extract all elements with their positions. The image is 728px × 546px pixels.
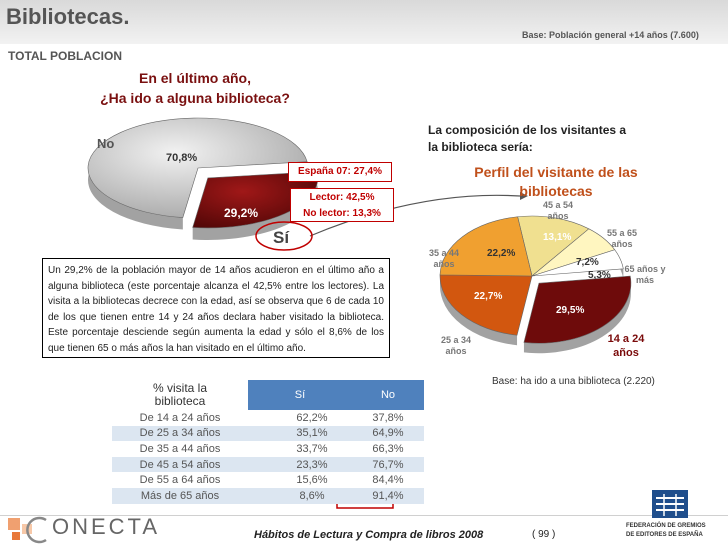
no-lector-line: No lector: 13,3%: [303, 208, 381, 219]
pie1-no-value: 70,8%: [166, 152, 198, 164]
question-line-1: En el último año,: [138, 70, 251, 86]
age-14-line1: 14 a 24: [607, 333, 645, 345]
age-45-line2: años: [547, 211, 569, 221]
row-si: 33,7%: [248, 441, 352, 457]
pie2-value-14-24: 29,5%: [556, 305, 585, 316]
table-header-row: [112, 380, 424, 410]
pie2-value-55-65: 7,2%: [576, 257, 599, 268]
age-25-line1: 25 a 34: [440, 335, 472, 345]
espana-box: España 07: 27,4%: [288, 162, 392, 182]
population-base: Base: Población general +14 años (7.600): [522, 30, 699, 40]
table-row: [112, 457, 424, 473]
age-35-line2: años: [433, 259, 455, 269]
perfil-line-2: bibliotecas: [519, 183, 593, 199]
federation-line-2: DE EDITORES DE ESPAÑA: [626, 532, 703, 538]
federation-logo-icon: [650, 488, 690, 520]
age-45-line1: 45 a 54: [542, 200, 574, 210]
table-row: [112, 488, 424, 504]
visitors-base: Base: ha ido a una biblioteca (2.220): [492, 376, 655, 387]
pie2-value-35-44: 22,2%: [487, 248, 516, 259]
age-14-line2: años: [613, 347, 639, 359]
age-55-line1: 55 a 65: [606, 228, 638, 238]
conecta-logo-icon: [6, 514, 50, 544]
age-label-65: [620, 264, 670, 286]
summary-paragraph: Un 29,2% de la población mayor de 14 años acudieron en el último año a alguna biblioteca (este porcentaje alcanza el 42,5% entre los lectores). La visita a la bibliotecas decrece con la edad, así se observa que 6 de cada 10 de los que tienen entre 14 y 24 años declara haber visitado la biblioteca. Este porcentaje desciende según aumenta la edad y sólo el 8,6% de los que tienen 65 o más años la han visitado en el último año.: [42, 258, 390, 358]
lector-line: Lector: 42,5%: [309, 192, 375, 203]
row-si: 62,2%: [248, 410, 352, 426]
age-55-line2: años: [611, 239, 633, 249]
row-si: 35,1%: [248, 426, 352, 442]
age-label-55-65: [600, 228, 644, 250]
footer-title: Hábitos de Lectura y Compra de libros 2008: [254, 529, 484, 541]
pie2-value-65: 5,3%: [588, 270, 611, 281]
table-row: [112, 441, 424, 457]
age-65-line2: más: [635, 275, 654, 285]
row-no: 91,4%: [352, 488, 424, 504]
pie-slice-25-a-34-a-os: [440, 275, 532, 335]
table-row: [112, 426, 424, 442]
pie1-si-value: 29,2%: [224, 206, 259, 220]
age-visit-table: [112, 380, 424, 504]
row-no: 66,3%: [352, 441, 424, 457]
composition-title: [428, 122, 688, 156]
pie2-value-45-54: 13,1%: [543, 232, 572, 243]
question-line-2: ¿Ha ido a alguna biblioteca?: [100, 90, 290, 106]
header-label-line1: % visita la: [152, 381, 208, 395]
row-label: Más de 65 años: [112, 488, 248, 504]
age-label-45-54: [538, 200, 578, 222]
table-row: [112, 410, 424, 426]
table-header-si: Sí: [248, 380, 352, 410]
page-number: ( 99 ): [532, 529, 556, 540]
age-label-35-44: [424, 248, 464, 270]
total-poblacion-label: TOTAL POBLACION: [8, 49, 122, 63]
age-35-line1: 35 a 44: [428, 248, 460, 258]
composition-line-2: la biblioteca sería:: [428, 140, 533, 154]
row-label: De 25 a 34 años: [112, 426, 248, 442]
row-label: De 14 a 24 años: [112, 410, 248, 426]
row-no: 76,7%: [352, 457, 424, 473]
perfil-line-1: Perfil del visitante de las: [474, 164, 638, 180]
pie1-no-label: No: [97, 136, 115, 151]
row-no: 64,9%: [352, 426, 424, 442]
perfil-title: [436, 163, 676, 201]
row-si: 8,6%: [248, 488, 352, 504]
table-row: [112, 472, 424, 488]
federation-name: [626, 522, 706, 540]
row-no: 84,4%: [352, 472, 424, 488]
federation-line-1: FEDERACIÓN DE GREMIOS: [626, 523, 706, 529]
page-title: Bibliotecas.: [6, 4, 130, 29]
lector-box: [290, 188, 394, 222]
composition-line-1: La composición de los visitantes a: [428, 123, 627, 137]
row-label: De 45 a 54 años: [112, 457, 248, 473]
header-label-line2: biblioteca: [154, 394, 206, 408]
table-header-no: No: [352, 380, 424, 410]
age-label-25-34: [436, 335, 476, 357]
row-label: De 35 a 44 años: [112, 441, 248, 457]
row-si: 23,3%: [248, 457, 352, 473]
age-label-14-24: [600, 332, 652, 360]
row-label: De 55 a 64 años: [112, 472, 248, 488]
row-no: 37,8%: [352, 410, 424, 426]
age-65-line1: 65 años y: [624, 264, 666, 274]
pie1-si-label: Sí: [273, 228, 290, 247]
row-si: 15,6%: [248, 472, 352, 488]
conecta-logo-text: ONECTA: [52, 514, 161, 539]
table-header-label: [112, 380, 248, 410]
age-25-line2: años: [445, 346, 467, 356]
pie2-value-25-34: 22,7%: [474, 291, 503, 302]
